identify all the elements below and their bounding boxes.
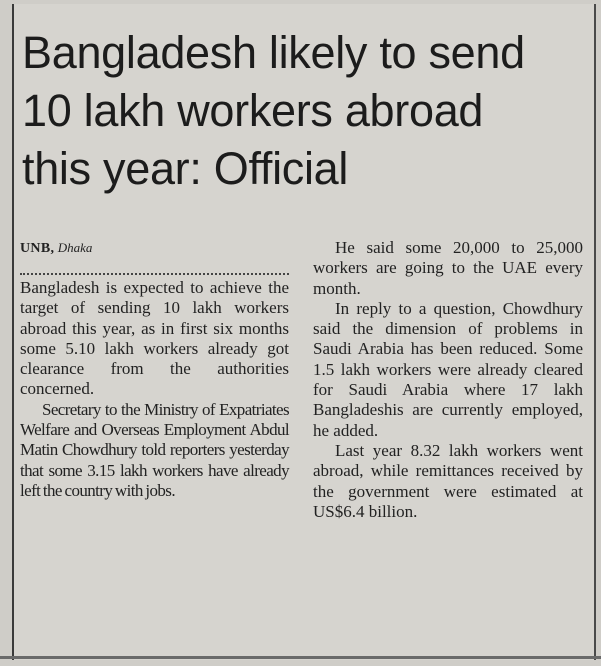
byline-agency: UNB, — [20, 241, 55, 256]
paragraph-4: In reply to a question, Chowdhury said the dimension of problems in Saudi Arabia has been reduced. Some 1.5 lakh workers were already cleared for Saudi Arabia where 17 lakh Bangladeshis are currently employed, he added. — [313, 298, 583, 440]
paragraph-1: Bangladesh is expected to achieve the target of sending 10 lakh workers abroad this year, as in first six months some 5.10 lakh workers already got clearance from the authorities concerned. — [20, 278, 289, 399]
byline-city: Dhaka — [57, 240, 93, 255]
dotted-separator — [20, 273, 289, 275]
article-column-right — [313, 238, 583, 522]
headline-line-3: this year: Official — [22, 143, 349, 194]
headline-line-2: 10 lakh workers abroad — [22, 85, 484, 136]
paragraph-3: He said some 20,000 to 25,000 workers are going to the UAE every month. — [313, 238, 583, 298]
byline — [20, 238, 289, 259]
headline-line-1: Bangladesh likely to send — [22, 27, 525, 78]
bottom-border-rule — [0, 656, 601, 659]
article-headline — [22, 24, 592, 198]
paragraph-2: Secretary to the Ministry of Expatriates Welfare and Overseas Employment Abdul Matin Chowdhury told reporters yesterday that some 3.15 lakh workers have already left the country with jobs. — [20, 399, 289, 500]
article-column-left — [20, 238, 289, 501]
paragraph-5: Last year 8.32 lakh workers went abroad, while remittances received by the government were estimated at US$6.4 billion. — [313, 440, 583, 521]
